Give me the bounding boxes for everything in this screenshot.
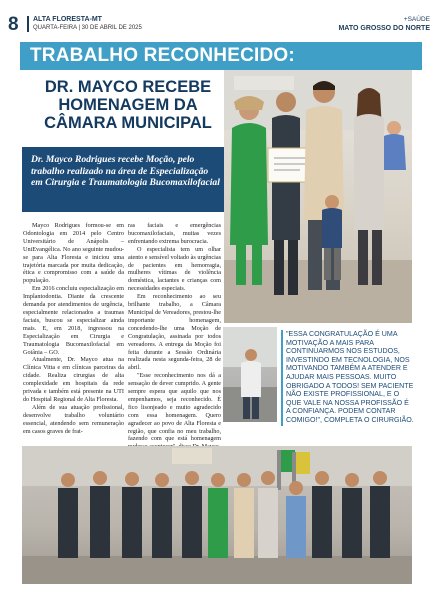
article-headline: DR. MAYCO RECEBE HOMENAGEM DA CÂMARA MUNICIPAL: [44, 78, 212, 132]
quote-accent-bar: [281, 330, 283, 426]
section-name: +SAÚDE: [403, 16, 430, 23]
group-photo-illustration: [22, 446, 412, 584]
issue-date: QUARTA-FEIRA | 30 DE ABRIL DE 2025: [33, 25, 142, 31]
article-column-2: [128, 222, 221, 451]
header-divider: [27, 16, 29, 32]
paragraph: Atualmente, Dr. Mayco atua na Clínica Vitta e em clínicas parceiras da cidade. Realiza cirurgias de alta complexidade em hospitais da rede privada e também está presente na UTI do Hospital Regional de Alta Floresta.: [23, 356, 124, 403]
newspaper-city: ALTA FLORESTA-MT: [33, 16, 102, 23]
paragraph: Além de sua atuação profissional, desenvolve trabalho voluntário essencial, atendendo sem remuneração em casos graves de frat-: [23, 403, 124, 435]
surgeon-portrait-illustration: [223, 327, 277, 422]
paragraph: "Esse reconhecimento nos dá a sensação de dever cumprido. A gente sempre espera que aquilo que nos empenhamos, seja reconhecido. É fico lisonjeado e muito agradecido com essa homenagem. Quero agradecer ao povo de Alta Floresta e região, que confia no meu trabalho, fazendo com que está homenagem: [128, 372, 221, 443]
group-photo: [22, 446, 412, 584]
paragraph: O especialista tem um olhar atento e sensível voltado às urgências de pacientes em hemorragia, mulheres vítimas de violência doméstica, lactantes e crianças com necessidades especiais.: [128, 245, 221, 293]
page-header: [0, 0, 440, 38]
paragraph: Em reconhecimento ao seu brilhante trabalho, a Câmara Municipal de Vereadores, prestou-lhe importante homenagem, concedendo-lhe uma Moção de Congratulação, assinada por todos vereadores. A entrega da Moção foi feita durante a Sessão Ordinária realizada nesta segunda-feira, 28 de abril.: [128, 293, 221, 372]
subhead-text: Dr. Mayco Rodrigues recebe Moção, pelo trabalho realizado na área de Especialização em Cirurgia e Traumatologia Bucomaxilofacial: [31, 154, 220, 188]
article-column-1: [23, 222, 124, 435]
pull-quote: "ESSA CONGRATULAÇÃO É UMA MOTIVAÇÃO A MAIS PARA CONTINUARMOS NOS ESTUDOS, INVESTINDO EM TECNOLOGIA, NOS MOTIVANDO TAMBÉM A ATENDER E AJUDAR MAIS PESSOAS. MUITO OBRIGADO A TODOS! SEM PACIENTE NÃO EXISTE PROFISSIONAL, E O QUE VALE NA NOSSA PROFISSÃO É A CONFIANÇA. PODEM CONTAR COMIGO!", COMPLETA O CIRURGIÃO.: [286, 330, 414, 424]
kicker-text: TRABALHO RECONHECIDO:: [30, 45, 295, 66]
paragraph: Mayco Rodrigues formou-se em Odontologia em 2014 pelo Centro Universitário de Anápolis – UniEvangélica. No ano seguinte mudou-se para Alta Floresta e iniciou uma trajetória marcada por muita dedicação, ética e compromisso com a saúde da população.: [23, 222, 124, 285]
paragraph: ras faciais e emergências bucomaxilofaciais, muitas vezes enfrentando extrema burocracia.: [128, 222, 221, 245]
ceremony-photo: [224, 70, 412, 323]
ceremony-photo-illustration: [224, 70, 412, 323]
subhead-box: [22, 147, 228, 212]
newspaper-name: MATO GROSSO DO NORTE: [338, 25, 430, 32]
paragraph: Em 2016 concluiu especialização em Implantodontia. Diante da crescente demanda por atendimentos de urgência, especialmente relacionados a traumas faciais, buscou se especializar ainda mais. E, em 2018, ingressou na Especialização em Cirurgia e Traumatologia Bucomaxilofacial em Goiânia – GO.: [23, 285, 124, 356]
kicker-banner: [20, 42, 422, 70]
surgeon-portrait-photo: [223, 327, 277, 422]
page-number: 8: [8, 14, 19, 35]
